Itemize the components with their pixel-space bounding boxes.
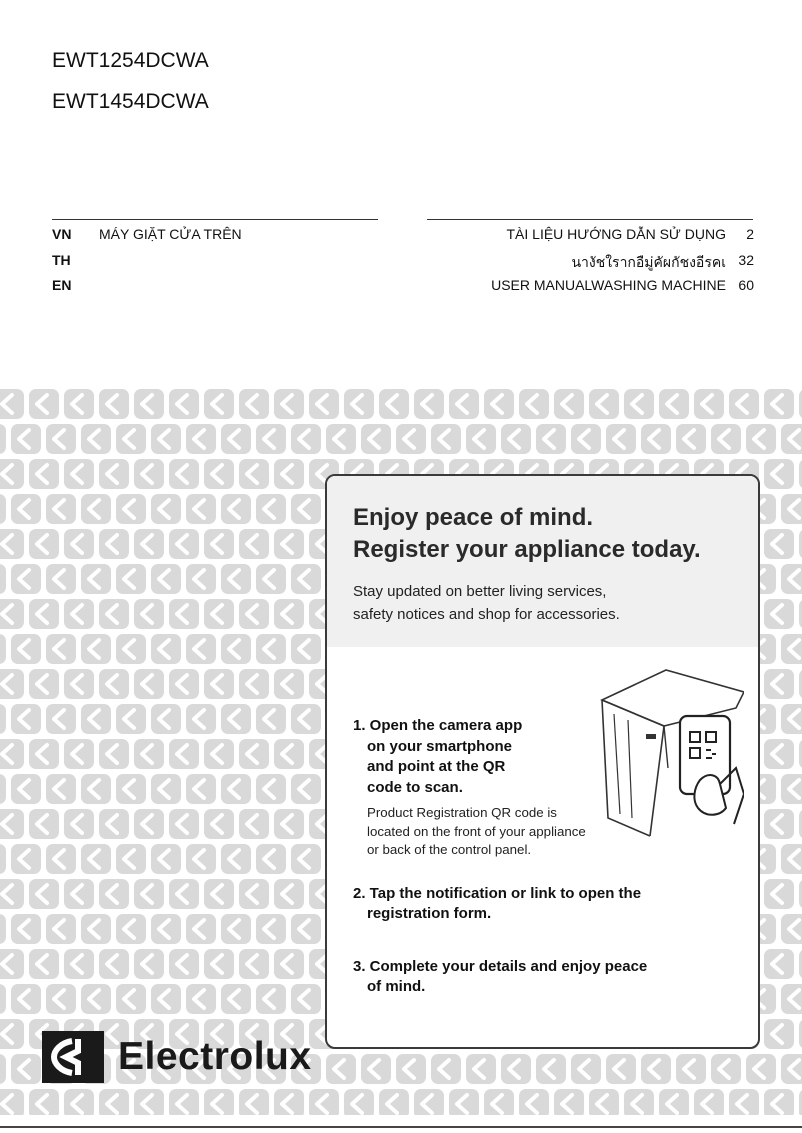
pattern-row — [0, 387, 802, 422]
step-note-line: located on the front of your appliance — [367, 823, 586, 839]
step-note-line: or back of the control panel. — [367, 842, 532, 857]
electrolux-logo-icon — [42, 1031, 104, 1083]
card-header — [327, 476, 758, 647]
step-text: 2. Tap the notification or link to open the — [353, 884, 642, 902]
step-2 — [353, 884, 743, 925]
language-index — [52, 226, 754, 303]
pattern-row — [0, 1087, 802, 1115]
model-number: EWT1254DCWA — [52, 49, 209, 72]
step-text: 1. Open the camera app — [353, 717, 523, 734]
step-3 — [353, 957, 743, 998]
electrolux-logo — [42, 1031, 312, 1083]
language-title: MÁY GIẶT CỬA TRÊN — [99, 226, 242, 242]
registration-card — [325, 474, 760, 1049]
step-1 — [353, 716, 743, 860]
manual-title: TÀI LIỆU HƯỚNG DẪN SỬ DỤNG — [506, 226, 726, 242]
step-text: on your smartphone — [367, 737, 513, 755]
page-number: 2 — [746, 226, 754, 242]
divider-right — [427, 219, 753, 220]
subheading-line: safety notices and shop for accessories. — [353, 606, 620, 623]
pattern-row — [0, 422, 802, 457]
language-row — [52, 226, 754, 252]
model-number: EWT1454DCWA — [52, 90, 209, 113]
manual-title: USER MANUALWASHING MACHINE — [491, 277, 726, 293]
manual-title: นางัชใรากอืมู่คัผกัชงอีรคเ — [571, 253, 726, 270]
language-code: TH — [52, 251, 71, 268]
divider-left — [52, 219, 378, 220]
step-text: 3. Complete your details and enjoy peace — [353, 957, 648, 975]
step-text: of mind. — [367, 978, 426, 995]
step-text: and point at the QR — [367, 758, 506, 775]
model-list — [52, 40, 209, 122]
language-row — [52, 277, 754, 303]
language-code: EN — [52, 277, 72, 293]
page-number: 32 — [738, 251, 754, 268]
step-note — [353, 804, 743, 860]
subheading-line: Stay updated on better living services, — [353, 583, 607, 600]
step-note-line: Product Registration QR code is — [367, 805, 557, 820]
brand-name: Electrolux — [118, 1035, 312, 1078]
language-code: VN — [52, 226, 72, 242]
subheading — [353, 580, 758, 626]
step-text: registration form. — [367, 905, 492, 922]
bottom-divider — [0, 1126, 802, 1128]
step-text: code to scan. — [367, 778, 463, 796]
steps — [353, 716, 743, 998]
page-number: 60 — [738, 277, 754, 293]
language-row — [52, 252, 754, 278]
headline: Register your appliance today. — [353, 536, 701, 563]
headline: Enjoy peace of mind. — [353, 504, 594, 531]
